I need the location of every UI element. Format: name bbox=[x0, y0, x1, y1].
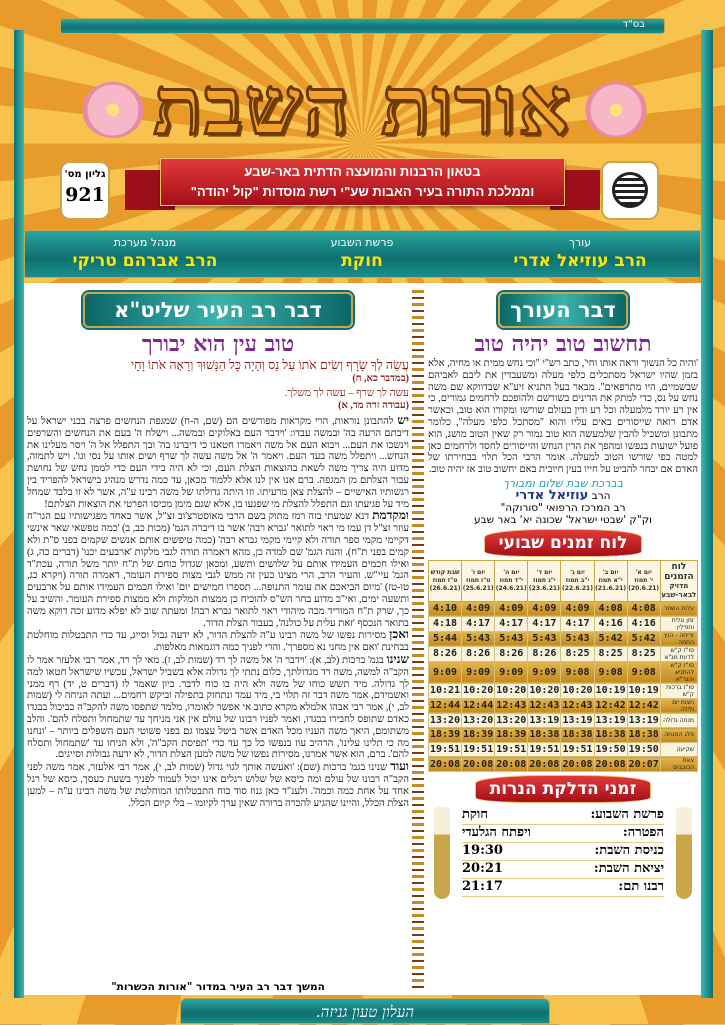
footer-band: העלון טעון גניזה. bbox=[180, 998, 550, 1024]
zman-time: 20:07 bbox=[628, 758, 659, 770]
bsd-label: בס"ד bbox=[622, 19, 645, 30]
candle-icon bbox=[434, 807, 450, 899]
candle-value: 21:17 bbox=[462, 879, 503, 895]
zman-label: עלות השחר bbox=[660, 601, 697, 616]
editor-body: 'והיה כל הנשוך וראה אותו וחי', כתב רש"י "וכי נחש ממית או מחיה, אלא בזמן שהיו ישראל מסתכלים כלפי מעלה ומשעבדין את ליבם לאביהם שבשמיים, היו מתרפאים". מבאר בעל התניא זיע"א שבדווקא שם משה נחש על נס, כדי למתק את הדינים בשורשם ולהופכם לרחמים גמורים, כי אין רע יורד מלמעלה וכל רע ודין בעולם שורשו ומקורו הוא טוב, וכאשר אדם רואה שייסורים באים עליו והוא "מסתכל כלפי מעלה", כלומר מתבונן ומשכיל להבין שלמעשה הוא טוב גמור רק שאין הטוב מושג, הוא פועל ישועות בנפשו ומהפך את הדין הנחש והייסורים לחסד ולרחמים כאן למטה כפי שורשו הטוב למעלה. אומר הרבי הכל תלוי בבחירתו של האדם אם יבחר להביט על חייו בעין חיובית באם יחשוב טוב אז יהיה טוב. bbox=[428, 358, 698, 476]
zman-time: 9:08 bbox=[627, 661, 660, 683]
paragraph-lead: ומקדמת bbox=[372, 508, 409, 523]
continued-note: המשך דבר רב העיר במדור "אורות הכשרות" bbox=[111, 981, 325, 993]
frame-right bbox=[701, 30, 713, 998]
zman-time: 10:20 bbox=[562, 685, 593, 697]
zman-time: 4:10 bbox=[429, 601, 462, 616]
candle-row bbox=[462, 807, 664, 825]
right-column bbox=[428, 292, 698, 996]
candle-value: ויפתח הגלעדי bbox=[462, 825, 531, 841]
zman-time: 20:08 bbox=[496, 758, 527, 770]
zman-time: 18:38 bbox=[562, 729, 593, 741]
zman-row bbox=[429, 728, 698, 743]
candle-times bbox=[462, 807, 664, 897]
kol-yehuda-logo bbox=[601, 161, 659, 220]
zman-label: שקיעה bbox=[660, 742, 697, 757]
rav-header: דבר רב העיר שליט"א bbox=[83, 292, 353, 328]
zman-time: 20:08 bbox=[595, 758, 626, 770]
zman-time: 10:19 bbox=[628, 685, 659, 697]
candle-section bbox=[428, 807, 698, 902]
rav-paragraph bbox=[27, 629, 409, 654]
zman-row bbox=[429, 616, 698, 631]
zman-time: 8:26 bbox=[528, 646, 561, 661]
candle-icon bbox=[676, 807, 692, 899]
zman-time: 18:39 bbox=[430, 729, 461, 741]
zman-time: 12:44 bbox=[430, 700, 461, 712]
zman-label: סו"ז ברכות ק"ש bbox=[660, 683, 697, 698]
zman-time: 10:19 bbox=[595, 685, 626, 697]
paragraph-text: שנינו בגמ' ברכות (שם): 'ואעשה אותך לגוי גדול (שמות לב, י), אמר רבי אלעזר, אמר משה לפני הקב"ה רבונו של עולם ומה כיסא של שלוש רגלים אינו יכול לעמוד לפניך בשעת כעסך, כיסא של רגל אחד על אחת כמה וכמה'. ולענ"ד כאן גנוז סוד כוח התבטלותו המוחלטת של משה רבינו ע"ה – למען הצלת הכלל, והיינו שהגיע להכרה ברורה שאין ערך לקיומו – בלי קיום הכלל. bbox=[27, 762, 409, 809]
candle-label: רבנו תם: bbox=[618, 879, 664, 895]
zman-time: 5:43 bbox=[561, 631, 594, 646]
editor-signature: בברכת שבת שלום ומבורך הרב עוזיאל אדרי רב המרכז הרפואי "סורוקה" וק"ק 'שבטי ישראל' שכונה יא' באר שבע bbox=[473, 476, 653, 526]
zman-time: 4:17 bbox=[495, 616, 528, 631]
rav-body bbox=[27, 415, 409, 809]
zman-time: 20:08 bbox=[562, 758, 593, 770]
left-column bbox=[27, 292, 409, 994]
zman-time: 8:25 bbox=[627, 646, 660, 661]
zman-time: 9:09 bbox=[429, 661, 462, 683]
candle-row bbox=[462, 879, 664, 897]
zman-row bbox=[429, 661, 698, 683]
zman-label: חצות יום ולילה bbox=[660, 698, 697, 713]
zman-label: מנחה גדולה bbox=[660, 713, 697, 728]
paragraph-lead: ועוד bbox=[390, 759, 409, 774]
zman-row bbox=[429, 646, 698, 661]
zman-time: 13:20 bbox=[496, 714, 527, 726]
zman-time: 20:08 bbox=[529, 758, 560, 770]
day-header: יום ד' י"ג תמוז (23.6.21) bbox=[528, 560, 561, 601]
zman-time: 19:51 bbox=[463, 744, 494, 756]
zman-time: 18:39 bbox=[496, 729, 527, 741]
issue-box bbox=[60, 161, 110, 220]
candle-label: פרשת השבוע: bbox=[590, 807, 664, 823]
zman-time: 4:17 bbox=[561, 616, 594, 631]
zman-row bbox=[429, 683, 698, 698]
paragraph-lead: ואכן bbox=[389, 627, 409, 642]
parasha-credit: פרשת השבוע חוקת bbox=[330, 236, 394, 271]
ribbon-line-1: בטאון הרבנות והמועצה הדתית באר-שבע bbox=[244, 164, 481, 179]
zman-label: זמן טלית ותפילין bbox=[660, 616, 697, 631]
day-header: יום א' י' תמוז (20.6.21) bbox=[627, 560, 660, 601]
issue-number: 921 bbox=[65, 184, 105, 206]
zman-time: 13:19 bbox=[628, 714, 659, 726]
zman-time: 4:18 bbox=[429, 616, 462, 631]
editor-header: דבר העורך bbox=[498, 292, 628, 328]
zman-time: 12:43 bbox=[496, 700, 527, 712]
zman-label: סו"ז ק"ש לדעת מג"א bbox=[660, 646, 697, 661]
zman-time: 9:09 bbox=[528, 661, 561, 683]
zman-time: 10:20 bbox=[463, 685, 494, 697]
zman-time: 20:08 bbox=[463, 758, 494, 770]
zman-time: 5:42 bbox=[594, 631, 627, 646]
zman-time: 18:38 bbox=[628, 729, 659, 741]
staff-band bbox=[24, 230, 701, 278]
candle-row bbox=[462, 825, 664, 843]
zman-time: 4:08 bbox=[594, 601, 627, 616]
paragraph-text: בגמ' ברכות (לב, א): 'וידבר ה' אל משה לך רד (שמות לב, ז). מאי לך רד, אמר רבי אלעזר אמר לו הקב"ה למשה, משה רד מגדולתך, כלום נתתי לך גדולה אלא בשביל ישראל, עכשיו שישראל חטאו למה לך גדולה. מיד תשש כוחו של משה ולא היה בו כוח לדבר. כיון שאמר לו (דברים ט, יד) רף ממני ואשמידם, אמר משה דבר זה תלוי בי, מיד עמד ונתחזק בתפילה וביקש רחמים... ועתה הניחה לי (שמות לב, י), אמר רבי אבהו אלמלא מקרא כתוב אי אפשר לאומרו, מלמד שתפסו משה להקב"ה כביכול בבגדו כאדם שתופס לחבירו בבגדו, ואמר לפניו רבונו של עולם אין אני מניחך עד שתמחול ותסלח להם'. והלב משתומם, היאך משה העניו מכל האדם אשר ביטל עצמו גם בפני פשוטי העם השפלים ביותר – 'ונחנו מה כי תלינו עלינו', הרהיב עוז בנפשו כל כך עד כדי 'תפיסת הקב"ה', ולא הניחו עד 'שתמחול ותסלח להם'. ברם, הוא אשר אמרנו, מסירות נפשו של משה למען הצלת הדור, לא ידעה גבולות וסייגים. bbox=[27, 654, 409, 761]
zman-time: 8:26 bbox=[429, 646, 462, 661]
zman-time: 13:20 bbox=[430, 714, 461, 726]
zman-time: 4:16 bbox=[627, 616, 660, 631]
paragraph-lead: יש bbox=[397, 413, 409, 427]
zmanim-ribbon: לוח זמנים שבועי bbox=[484, 529, 643, 557]
zman-time: 19:51 bbox=[430, 744, 461, 756]
candle-label: יציאת השבת: bbox=[593, 861, 664, 877]
zman-row bbox=[429, 601, 698, 616]
zman-time: 12:43 bbox=[529, 700, 560, 712]
zman-time: 5:43 bbox=[495, 631, 528, 646]
zman-time: 5:43 bbox=[528, 631, 561, 646]
zman-label: פלג המנחה bbox=[660, 728, 697, 743]
zman-time: 13:19 bbox=[595, 714, 626, 726]
zman-time: 19:51 bbox=[529, 744, 560, 756]
rav-paragraph bbox=[27, 415, 409, 510]
zman-time: 10:20 bbox=[496, 685, 527, 697]
zman-row bbox=[429, 698, 698, 713]
zman-time: 8:25 bbox=[561, 646, 594, 661]
candles-ribbon: זמני הדלקת הנרות bbox=[475, 775, 652, 803]
candle-value: 19:30 bbox=[462, 843, 503, 859]
day-header: יום ג' י"ב תמוז (22.6.21) bbox=[561, 560, 594, 601]
zman-time: 12:44 bbox=[463, 700, 494, 712]
zman-time: 4:16 bbox=[594, 616, 627, 631]
zman-time: 19:51 bbox=[562, 744, 593, 756]
zman-time: 5:43 bbox=[462, 631, 495, 646]
zman-row bbox=[429, 742, 698, 757]
zman-time: 19:50 bbox=[628, 744, 659, 756]
zman-time: 12:43 bbox=[562, 700, 593, 712]
candle-value: 20:21 bbox=[462, 861, 503, 877]
zman-time: 8:25 bbox=[594, 646, 627, 661]
rav-title: טוב עין הוא יבורך bbox=[141, 331, 295, 357]
zman-time: 4:09 bbox=[561, 601, 594, 616]
zman-row bbox=[429, 757, 698, 772]
zman-time: 10:20 bbox=[529, 685, 560, 697]
zman-time: 4:09 bbox=[528, 601, 561, 616]
zman-time: 5:42 bbox=[627, 631, 660, 646]
zman-label: צאת הכוכבים bbox=[660, 757, 697, 772]
ribbon-line-2: וממלכת התורה בעיר האבות שע"י רשת מוסדות "קול יהודה" bbox=[190, 184, 535, 199]
rav-paragraph bbox=[27, 510, 409, 629]
zman-time: 13:19 bbox=[529, 714, 560, 726]
zman-time: 4:17 bbox=[462, 616, 495, 631]
candle-label: הפטרה: bbox=[622, 825, 664, 841]
candle-row bbox=[462, 843, 664, 861]
zmanim-corner: לוח הזמנים מדויק לבאר-שבע bbox=[660, 560, 697, 601]
paragraph-lead: שנינו bbox=[386, 651, 409, 666]
zman-time: 9:08 bbox=[561, 661, 594, 683]
column-divider bbox=[412, 290, 424, 990]
zman-time: 4:08 bbox=[627, 601, 660, 616]
editor-credit: עורך הרב עוזיאל אדרי bbox=[513, 236, 647, 271]
zman-label: זריחה - הנץ החמה bbox=[660, 631, 697, 646]
zman-time: 9:09 bbox=[495, 661, 528, 683]
zman-time: 19:51 bbox=[496, 744, 527, 756]
zman-time: 18:38 bbox=[595, 729, 626, 741]
editor-title: תחשוב טוב יהיה טוב bbox=[474, 331, 652, 357]
zman-time: 4:17 bbox=[528, 616, 561, 631]
zman-time: 18:38 bbox=[529, 729, 560, 741]
frame-left bbox=[14, 30, 24, 998]
rav-paragraph bbox=[27, 651, 409, 761]
candle-row bbox=[462, 861, 664, 879]
zman-time: 8:26 bbox=[495, 646, 528, 661]
day-header: שבת קודש ט"ז תמוז (26.6.21) bbox=[429, 560, 462, 601]
issue-label: גליון מס' bbox=[64, 169, 106, 180]
zman-time: 20:08 bbox=[430, 758, 461, 770]
zman-label: סו"ז ק"ש להתניא והגר"א bbox=[660, 661, 697, 683]
paragraph-text: דנא שמעתי בזה רמז מתוק בשם הרבי מאוסטרצ'וב זצ"ל, אשר באחד מפגישותיו עם הגר"ח עוזר זצ"ל דן עמו מי ראוי לתואר 'גברא רבה' אשר בו דיברה הגמ' (מכות כב, ב) 'כמה טפשאי שאר אינשי דקיימי מקמי ספר תורה ולא קיימי מקמי גברא רבה' (כמה טיפשים אותם אנשים שקמים בפני ס"ת ולא קמים בפני ת"ח). והנה הגמ' שם למדה כן, מהא דאמרה תורה לגבי מלקות 'ארבעים יכנו' (דברים כה, ג) ואילו חכמים העמידו אותם על שלושים ותשע, ומכאן שגדול כוחם של ת"ח יותר משל תורה, עכת"ד הגמ' עיי"ש. והעיר הרב, הרי מצינו כעין זה ממש לגבי מצות ספירת העומר, דאמרה תורה (ויקרא כג, טו-טז) 'מיום הביאכם את עומר התנופה... תספרו חמישים יום' ואילו חכמים העמידו אותם על ארבעים ותשעה ימים, ואי"כ מדוע בחר הש"ס להוכיח כן ממצות המלקות ולא ממצות ספירת העומר. והשיב על כך, שרק ת"ח המוריד מכה מיהודי ראוי לתואר גברא רבה! ומעתה שוב לא יפלא מדוע זכה דוקא משה בתואר הנכסף 'זאת עלית על כולנה', בעבור הצלת הדור. bbox=[27, 511, 409, 629]
zman-time: 9:09 bbox=[462, 661, 495, 683]
zman-time: 13:19 bbox=[562, 714, 593, 726]
zman-time: 18:39 bbox=[463, 729, 494, 741]
zman-row bbox=[429, 713, 698, 728]
candle-label: כניסת השבת: bbox=[594, 843, 664, 859]
manager-credit: מנהל מערכת הרב אברהם טריקי bbox=[72, 236, 218, 271]
zman-time: 19:50 bbox=[595, 744, 626, 756]
rav-paragraph bbox=[27, 761, 409, 809]
day-header: יום ו' ט"ו תמוז (25.6.21) bbox=[462, 560, 495, 601]
zman-time: 8:26 bbox=[462, 646, 495, 661]
rav-verse: עֲשֵׂה לְךָ שָׂרָף וְשִׂים אֹתוֹ עַל נֵס וְהָיָה כָּל הַנָּשׁוּךְ וְרָאָה אֹתוֹ וָחָי (במדבר כא, ח) עשה לך שרף – עשה לך משלך. (עבודה זרה מד, א) bbox=[130, 358, 409, 411]
zman-time: 13:20 bbox=[463, 714, 494, 726]
day-header: יום ה' י"ד תמוז (24.6.21) bbox=[495, 560, 528, 601]
candle-value: חוקת bbox=[462, 807, 488, 823]
zman-time: 9:08 bbox=[594, 661, 627, 683]
zman-time: 5:44 bbox=[429, 631, 462, 646]
zman-row bbox=[429, 631, 698, 646]
masthead-title: אורות השבת bbox=[153, 59, 572, 153]
zman-time: 4:09 bbox=[495, 601, 528, 616]
masthead-ribbon bbox=[160, 158, 565, 206]
top-bar bbox=[60, 18, 665, 34]
zman-time: 12:42 bbox=[628, 700, 659, 712]
zman-time: 4:09 bbox=[462, 601, 495, 616]
paragraph-text: מסירות נפשו של משה רבינו ע"ה להצלת הדור, לא ידעה גבול וסייג, עד כדי התבטלות מוחלטת בבחינת 'ואם אין מחני נא מספרך'. והרי לפניך כמה דוגמאות מאלפות. bbox=[27, 630, 409, 654]
day-header: יום ב' י"א תמוז (21.6.21) bbox=[594, 560, 627, 601]
zman-time: 10:21 bbox=[430, 685, 461, 697]
zman-time: 12:42 bbox=[595, 700, 626, 712]
zmanim-table bbox=[428, 560, 698, 772]
paragraph-text: להתבונן נוראות, הרי מקראות מפורשים הם (שם, ה-ח) שמגפת הנחשים פרצה בבני ישראל על דיבתם הרעה בה' ובמשה עבדו: 'וידבר העם באלוקים ובמשה... וישלח ה' בעם את הנחשים והשרפים וינשכו את העם... ויבוא העם אל משה ויאמרו חטאנו כי דיברנו בה' ובך התפלל אל ה' ויסר מעלינו את הנחש... ויתפלל משה בעד העם. ויאמר ה' אל משה עשה לך שרף ושים אותו על נסי וגו'. ויש לתמוה, מדוע היה צריך משה לשאת בהוצאות הצלת העם, וכי לא היה בידי העם כדי לממן נחש של נחושת עבור הצלתם מן המגפה. ברם אנו אין לנו אלא ללמוד מכאן, עד כמה נדרש מנהיג בישראל להפריד בין רגשותיו האישיים – להצלת צאן מרעיתו. וזו היתה גדולתו של משה רבינו ע"ה, אשר לא זו בלבד שמחל מיד על פגיעתו וגם התפלל להצלת מי שפגעו בו, אלא שגם מימן מכיסו הפרטי את הוצאות הצלתם! bbox=[27, 416, 409, 510]
